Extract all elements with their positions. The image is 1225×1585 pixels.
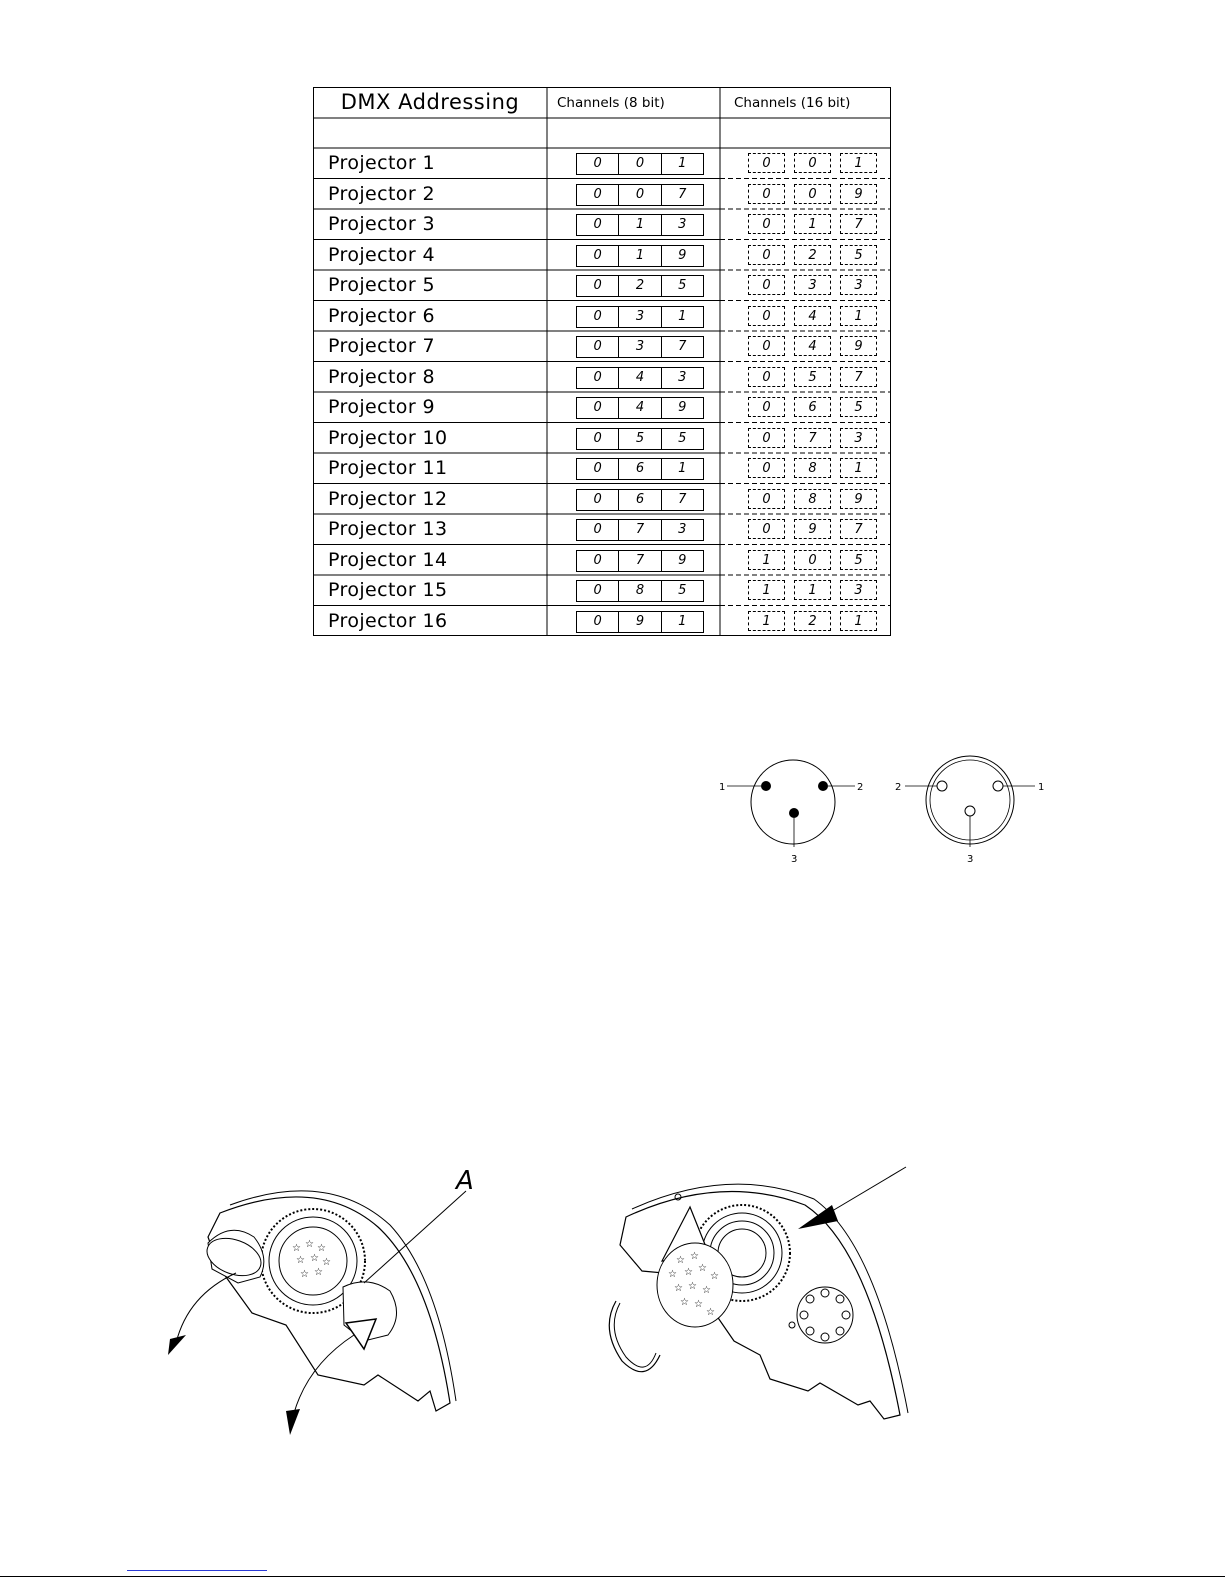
digit: 0 bbox=[577, 185, 619, 205]
male-pin-2-label: 2 bbox=[857, 782, 864, 793]
male-pin-1-label: 1 bbox=[719, 782, 726, 793]
footer-rule bbox=[0, 1576, 1225, 1577]
digit: 4 bbox=[619, 398, 661, 418]
digit: 7 bbox=[678, 491, 687, 507]
svg-text:☆: ☆ bbox=[322, 1257, 331, 1268]
channel-8bit-digits bbox=[576, 428, 704, 450]
digit: 7 bbox=[794, 428, 831, 448]
digit: 6 bbox=[619, 490, 661, 510]
female-pin-1-label: 1 bbox=[1038, 782, 1045, 793]
svg-text:☆: ☆ bbox=[674, 1283, 683, 1294]
digit: 1 bbox=[840, 458, 877, 478]
digit: 9 bbox=[840, 489, 877, 509]
projector-label: Projector 10 bbox=[328, 426, 448, 449]
digit: 0 bbox=[577, 551, 619, 571]
digit: 0 bbox=[577, 581, 619, 601]
projector-label: Projector 12 bbox=[328, 487, 448, 510]
projector-label: Projector 7 bbox=[328, 335, 435, 357]
channel-8bit-digits bbox=[576, 336, 704, 358]
digit: 2 bbox=[794, 611, 831, 631]
male-connector bbox=[719, 760, 863, 865]
digit: 2 bbox=[794, 245, 831, 265]
digit: 0 bbox=[794, 550, 831, 570]
digit: 9 bbox=[678, 400, 687, 415]
digit: 8 bbox=[794, 489, 831, 509]
digit: 2 bbox=[619, 276, 661, 296]
table-title: DMX Addressing bbox=[340, 90, 520, 114]
digit: 1 bbox=[678, 308, 687, 324]
digit: 0 bbox=[577, 337, 619, 357]
digit: 0 bbox=[577, 490, 619, 510]
channel-16bit-digits bbox=[748, 184, 877, 204]
digit: 0 bbox=[748, 336, 785, 356]
digit: 0 bbox=[794, 153, 831, 173]
svg-text:☆: ☆ bbox=[296, 1255, 305, 1266]
svg-text:☆: ☆ bbox=[684, 1267, 693, 1278]
projector-label: Projector 4 bbox=[328, 243, 435, 266]
channel-8bit-digits bbox=[576, 245, 704, 267]
digit: 4 bbox=[794, 306, 831, 326]
digit: 3 bbox=[840, 275, 877, 295]
projector-label: Projector 1 bbox=[328, 152, 435, 174]
digit: 0 bbox=[748, 458, 785, 478]
footer-link-underline[interactable] bbox=[127, 1570, 267, 1571]
digit: 3 bbox=[619, 337, 661, 357]
digit: 0 bbox=[748, 245, 785, 265]
digit: 9 bbox=[840, 336, 877, 356]
digit: 0 bbox=[748, 367, 785, 387]
channel-16bit-digits bbox=[748, 397, 877, 417]
digit: 5 bbox=[619, 429, 661, 449]
svg-text:☆: ☆ bbox=[710, 1271, 719, 1282]
digit: 9 bbox=[794, 519, 831, 539]
digit: 6 bbox=[794, 397, 831, 417]
digit: 1 bbox=[748, 550, 785, 570]
channel-16bit-digits bbox=[748, 428, 877, 448]
channel-16bit-digits bbox=[748, 489, 877, 509]
digit: 0 bbox=[748, 428, 785, 448]
digit: 1 bbox=[678, 613, 687, 629]
channel-16bit-digits bbox=[748, 245, 877, 265]
projector-label: Projector 8 bbox=[328, 365, 435, 388]
digit: 3 bbox=[794, 275, 831, 295]
digit: 0 bbox=[748, 397, 785, 417]
digit: 8 bbox=[619, 581, 661, 601]
channel-8bit-digits bbox=[576, 153, 704, 175]
projector-label: Projector 11 bbox=[328, 457, 448, 479]
svg-text:☆: ☆ bbox=[702, 1285, 711, 1296]
channel-16bit-digits bbox=[748, 519, 877, 539]
svg-text:☆: ☆ bbox=[314, 1267, 323, 1278]
channel-16bit-digits bbox=[748, 336, 877, 356]
callout-a-label: A bbox=[456, 1166, 474, 1196]
digit: 9 bbox=[678, 552, 687, 568]
digit: 9 bbox=[840, 184, 877, 204]
digit: 0 bbox=[577, 398, 619, 418]
dmx-addressing-table bbox=[313, 87, 898, 643]
channel-8bit-digits bbox=[576, 214, 704, 236]
digit: 7 bbox=[678, 186, 687, 202]
digit: 0 bbox=[577, 520, 619, 540]
svg-text:☆: ☆ bbox=[676, 1255, 685, 1266]
digit: 4 bbox=[619, 368, 661, 388]
svg-text:☆: ☆ bbox=[680, 1297, 689, 1308]
digit: 1 bbox=[619, 215, 661, 235]
header-16bit: Channels (16 bit) bbox=[734, 95, 851, 111]
channel-16bit-digits bbox=[748, 367, 877, 387]
digit: 5 bbox=[678, 278, 687, 293]
digit: 1 bbox=[840, 611, 877, 631]
svg-text:☆: ☆ bbox=[694, 1299, 703, 1310]
digit: 0 bbox=[577, 154, 619, 174]
channel-8bit-digits bbox=[576, 367, 704, 389]
digit: 4 bbox=[794, 336, 831, 356]
svg-text:☆: ☆ bbox=[310, 1253, 319, 1264]
channel-8bit-digits bbox=[576, 306, 704, 328]
digit: 1 bbox=[619, 246, 661, 266]
digit: 3 bbox=[619, 307, 661, 327]
digit: 7 bbox=[840, 519, 877, 539]
digit: 0 bbox=[577, 429, 619, 449]
digit: 0 bbox=[577, 215, 619, 235]
digit: 3 bbox=[678, 522, 687, 537]
digit: 0 bbox=[577, 246, 619, 266]
digit: 7 bbox=[619, 520, 661, 540]
channel-8bit-digits bbox=[576, 458, 704, 480]
digit: 0 bbox=[748, 153, 785, 173]
digit: 3 bbox=[678, 369, 687, 385]
digit: 5 bbox=[840, 397, 877, 417]
digit: 0 bbox=[748, 214, 785, 234]
digit: 0 bbox=[577, 368, 619, 388]
svg-text:☆: ☆ bbox=[690, 1251, 699, 1262]
projector-label: Projector 16 bbox=[328, 609, 448, 632]
gobo-wheel-removal-illustration bbox=[168, 1165, 478, 1440]
channel-16bit-digits bbox=[748, 458, 877, 478]
svg-text:☆: ☆ bbox=[292, 1243, 301, 1254]
female-pin-3-label: 3 bbox=[967, 854, 974, 865]
digit: 1 bbox=[840, 153, 877, 173]
svg-text:☆: ☆ bbox=[668, 1269, 677, 1280]
arrow-icon bbox=[168, 1335, 186, 1355]
digit: 7 bbox=[678, 339, 687, 354]
channel-16bit-digits bbox=[748, 611, 877, 631]
digit: 0 bbox=[619, 185, 661, 205]
svg-text:☆: ☆ bbox=[317, 1243, 326, 1254]
channel-8bit-digits bbox=[576, 489, 704, 511]
male-pin-3-label: 3 bbox=[791, 854, 798, 865]
digit: 7 bbox=[840, 214, 877, 234]
digit: 5 bbox=[840, 550, 877, 570]
channel-16bit-digits bbox=[748, 580, 877, 600]
channel-16bit-digits bbox=[748, 550, 877, 570]
digit: 1 bbox=[794, 214, 831, 234]
digit: 0 bbox=[748, 184, 785, 204]
header-8bit: Channels (8 bit) bbox=[557, 95, 665, 111]
svg-text:☆: ☆ bbox=[698, 1263, 707, 1274]
digit: 5 bbox=[678, 583, 687, 598]
projector-label: Projector 14 bbox=[328, 548, 448, 571]
channel-8bit-digits bbox=[576, 550, 704, 572]
digit: 1 bbox=[678, 156, 687, 171]
digit: 1 bbox=[748, 611, 785, 631]
digit: 0 bbox=[577, 459, 619, 479]
projector-label: Projector 2 bbox=[328, 182, 435, 205]
projector-label: Projector 13 bbox=[328, 518, 448, 540]
digit: 0 bbox=[748, 275, 785, 295]
svg-text:☆: ☆ bbox=[300, 1269, 309, 1280]
projector-label: Projector 9 bbox=[328, 396, 435, 418]
digit: 3 bbox=[840, 580, 877, 600]
channel-8bit-digits bbox=[576, 397, 704, 419]
digit: 0 bbox=[619, 154, 661, 174]
arrow-icon bbox=[286, 1409, 300, 1435]
digit: 9 bbox=[678, 247, 687, 263]
projector-label: Projector 6 bbox=[328, 304, 435, 327]
digit: 0 bbox=[748, 306, 785, 326]
digit: 7 bbox=[840, 367, 877, 387]
digit: 0 bbox=[748, 519, 785, 539]
digit: 0 bbox=[577, 612, 619, 632]
digit: 5 bbox=[678, 430, 687, 446]
digit: 1 bbox=[840, 306, 877, 326]
digit: 9 bbox=[619, 612, 661, 632]
digit: 0 bbox=[577, 307, 619, 327]
digit: 0 bbox=[748, 489, 785, 509]
channel-16bit-digits bbox=[748, 214, 877, 234]
channel-8bit-digits bbox=[576, 275, 704, 297]
digit: 7 bbox=[619, 551, 661, 571]
female-connector bbox=[895, 756, 1044, 865]
channel-8bit-digits bbox=[576, 184, 704, 206]
channel-16bit-digits bbox=[748, 275, 877, 295]
projector-label: Projector 15 bbox=[328, 579, 448, 601]
xlr-connector-diagram bbox=[712, 755, 1062, 870]
channel-8bit-digits bbox=[576, 580, 704, 602]
channel-16bit-digits bbox=[748, 153, 877, 173]
digit: 1 bbox=[794, 580, 831, 600]
digit: 5 bbox=[794, 367, 831, 387]
projector-label: Projector 3 bbox=[328, 213, 435, 235]
projector-label: Projector 5 bbox=[328, 274, 435, 296]
gobo-wheel-detail-illustration bbox=[600, 1165, 915, 1425]
svg-text:☆: ☆ bbox=[305, 1239, 314, 1250]
digit: 1 bbox=[748, 580, 785, 600]
digit: 6 bbox=[619, 459, 661, 479]
digit: 8 bbox=[794, 458, 831, 478]
digit: 5 bbox=[840, 245, 877, 265]
female-pin-2-label: 2 bbox=[895, 782, 902, 793]
svg-text:☆: ☆ bbox=[706, 1307, 715, 1318]
svg-text:☆: ☆ bbox=[688, 1281, 697, 1292]
channel-16bit-digits bbox=[748, 306, 877, 326]
channel-8bit-digits bbox=[576, 611, 704, 633]
digit: 3 bbox=[678, 217, 687, 232]
digit: 3 bbox=[840, 428, 877, 448]
digit: 0 bbox=[577, 276, 619, 296]
channel-8bit-digits bbox=[576, 519, 704, 541]
digit: 0 bbox=[794, 184, 831, 204]
digit: 1 bbox=[678, 461, 687, 476]
